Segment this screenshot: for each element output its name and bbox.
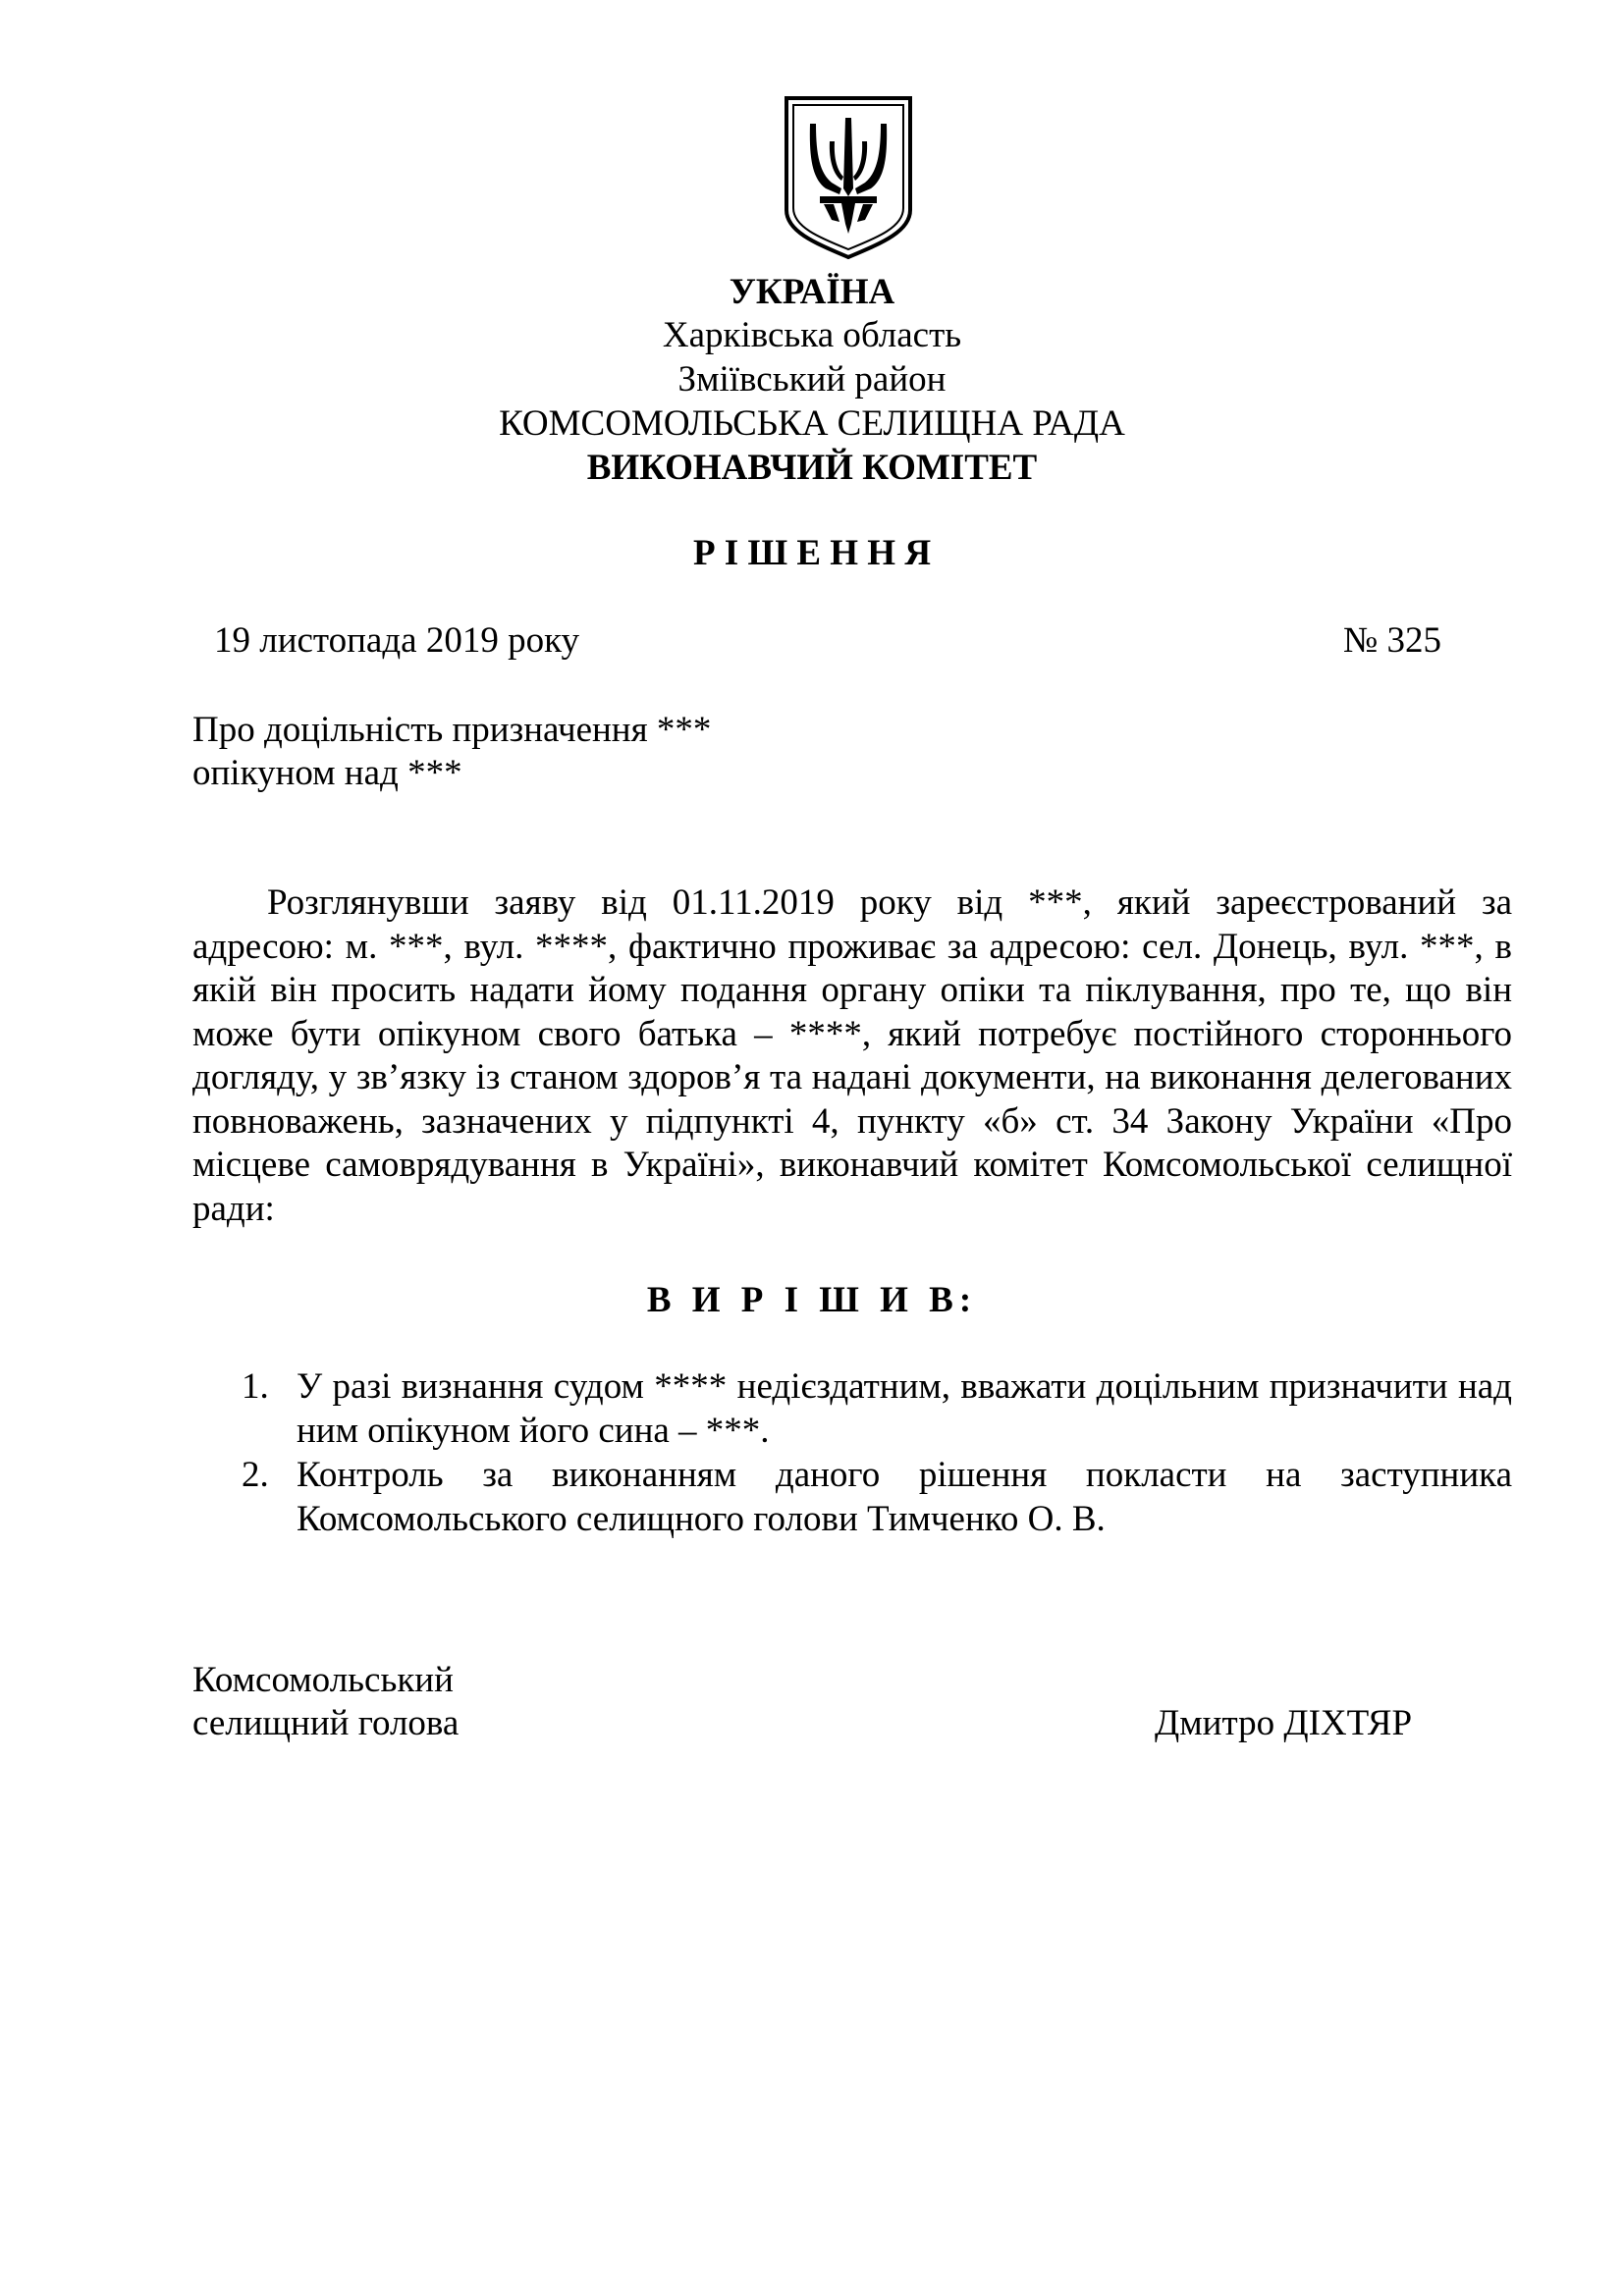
decision-items-list <box>242 1364 1512 1541</box>
decision-subject <box>192 709 711 795</box>
committee-line: ВИКОНАВЧИЙ КОМІТЕТ <box>586 448 1038 488</box>
item-text: У разі визнання судом **** недієздатним, вважати доцільним призначити над ним опікуном його сина – ***. <box>297 1366 1512 1451</box>
country-title: УКРАЇНА <box>729 272 895 312</box>
subject-line-2: опікуном над *** <box>192 753 462 793</box>
signer-position <box>192 1659 459 1745</box>
resolved-heading: В И Р І Ш И В: <box>646 1280 978 1320</box>
signer-position-line-2: селищний голова <box>192 1703 460 1743</box>
decision-number: № 325 <box>1343 620 1442 661</box>
tryzub-coat-of-arms-icon <box>783 94 914 261</box>
signer-name: Дмитро ДІХТЯР <box>1155 1703 1413 1743</box>
decision-item <box>242 1364 1512 1453</box>
signer-position-line-1: Комсомольський <box>192 1660 454 1700</box>
subject-line-1: Про доцільність призначення *** <box>192 710 712 750</box>
document-type-heading: Р І Ш Е Н Н Я <box>692 533 932 573</box>
region-line: Харківська область <box>662 315 962 355</box>
decision-item <box>242 1453 1512 1541</box>
council-line: КОМСОМОЛЬСЬКА СЕЛИЩНА РАДА <box>499 403 1125 444</box>
decision-date: 19 листопада 2019 року <box>214 620 580 661</box>
preamble-paragraph: Розглянувши заяву від 01.11.2019 року від ***, який зареєстрований за адресою: м. ***, вул. ****, фактично проживає за адресою: сел. Донець, вул. ***, в якій він просить надати йому подання органу опіки та піклування, про те, що він може бути опікуном свого батька – ****, який потребує постійного стороннього догляду, у зв’язку із станом здоров’я та надані документи, на виконання делегованих повноважень, зазначених у підпункті 4, пункту «б» ст. 34 Закону України «Про місцеве самоврядування в Україні», виконавчий комітет Комсомольської селищної ради: <box>192 882 1512 1229</box>
item-number: 2. <box>242 1455 269 1495</box>
item-number: 1. <box>242 1366 269 1407</box>
district-line: Зміївський район <box>677 359 947 400</box>
item-text: Контроль за виконанням даного рішення покласти на заступника Комсомольського селищного голови Тимченко О. В. <box>297 1455 1512 1539</box>
